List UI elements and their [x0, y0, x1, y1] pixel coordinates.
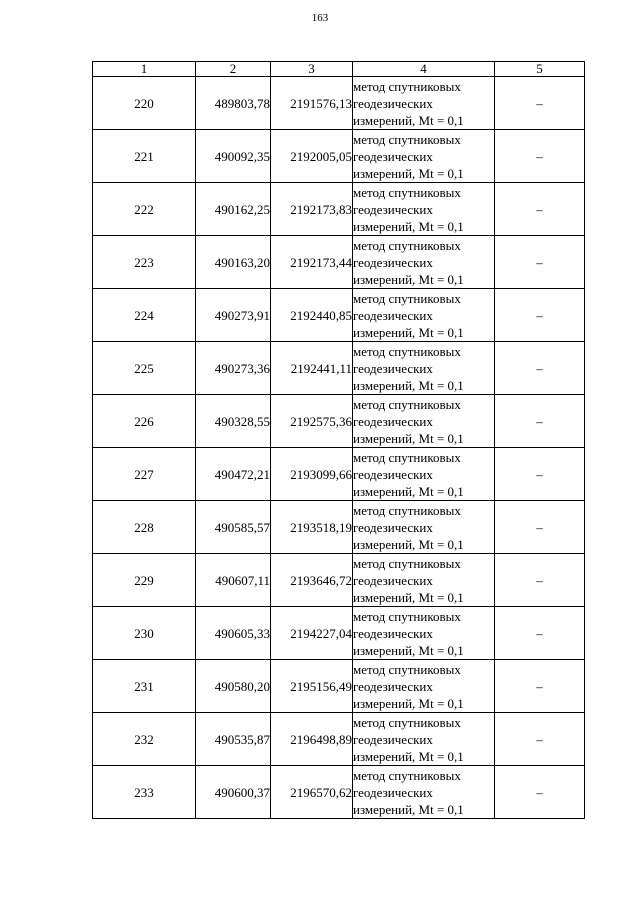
x-coordinate-cell: 490273,91	[196, 289, 271, 342]
method-text-line: геодезических	[353, 784, 433, 800]
method-text-line: геодезических	[353, 466, 433, 482]
y-coordinate-cell: 2194227,04	[271, 607, 353, 660]
point-number-cell: 220	[93, 77, 196, 130]
method-text-line: геодезических	[353, 731, 433, 747]
y-coordinate-cell: 2192173,44	[271, 236, 353, 289]
note-cell: –	[495, 448, 585, 501]
method-text-line: метод спутниковых	[353, 767, 461, 783]
table-row	[93, 183, 585, 236]
method-text-line: измерений, Mt = 0,1	[353, 748, 464, 764]
y-coordinate-cell: 2195156,49	[271, 660, 353, 713]
method-text-line: метод спутниковых	[353, 661, 461, 677]
method-text-line: геодезических	[353, 307, 433, 323]
method-cell	[353, 713, 495, 766]
y-coordinate-cell: 2193646,72	[271, 554, 353, 607]
method-cell	[353, 501, 495, 554]
method-text-line: измерений, Mt = 0,1	[353, 271, 464, 287]
method-text-line: метод спутниковых	[353, 343, 461, 359]
method-cell	[353, 554, 495, 607]
method-text-line: метод спутниковых	[353, 502, 461, 518]
y-coordinate-cell: 2192005,05	[271, 130, 353, 183]
method-text-line: метод спутниковых	[353, 78, 461, 94]
table-row	[93, 289, 585, 342]
page-number: 163	[311, 12, 329, 24]
method-cell	[353, 130, 495, 183]
y-coordinate-cell: 2192173,83	[271, 183, 353, 236]
point-number-cell: 225	[93, 342, 196, 395]
note-cell: –	[495, 713, 585, 766]
method-text-line: метод спутниковых	[353, 396, 461, 412]
method-text-line: измерений, Mt = 0,1	[353, 112, 464, 128]
x-coordinate-cell: 490600,37	[196, 766, 271, 819]
header-col-3: 3	[271, 62, 353, 77]
method-cell	[353, 766, 495, 819]
method-cell	[353, 395, 495, 448]
method-text-line: геодезических	[353, 625, 433, 641]
method-cell	[353, 660, 495, 713]
table-row	[93, 607, 585, 660]
y-coordinate-cell: 2191576,13	[271, 77, 353, 130]
point-number-cell: 223	[93, 236, 196, 289]
method-text-line: метод спутниковых	[353, 131, 461, 147]
method-cell	[353, 342, 495, 395]
table-row	[93, 766, 585, 819]
method-text-line: измерений, Mt = 0,1	[353, 430, 464, 446]
x-coordinate-cell: 490328,55	[196, 395, 271, 448]
table-row	[93, 448, 585, 501]
y-coordinate-cell: 2193518,19	[271, 501, 353, 554]
method-text-line: метод спутниковых	[353, 184, 461, 200]
method-text-line: измерений, Mt = 0,1	[353, 483, 464, 499]
coordinates-table	[92, 61, 585, 819]
method-text-line: измерений, Mt = 0,1	[353, 377, 464, 393]
x-coordinate-cell: 490580,20	[196, 660, 271, 713]
method-text-line: геодезических	[353, 148, 433, 164]
method-text-line: геодезических	[353, 572, 433, 588]
point-number-cell: 233	[93, 766, 196, 819]
method-text-line: метод спутниковых	[353, 237, 461, 253]
x-coordinate-cell: 490092,35	[196, 130, 271, 183]
x-coordinate-cell: 490535,87	[196, 713, 271, 766]
x-coordinate-cell: 490163,20	[196, 236, 271, 289]
note-cell: –	[495, 501, 585, 554]
point-number-cell: 229	[93, 554, 196, 607]
method-text-line: геодезических	[353, 201, 433, 217]
method-text-line: измерений, Mt = 0,1	[353, 801, 464, 817]
method-text-line: геодезических	[353, 678, 433, 694]
header-col-1: 1	[93, 62, 196, 77]
method-cell	[353, 289, 495, 342]
method-text-line: метод спутниковых	[353, 449, 461, 465]
method-cell	[353, 183, 495, 236]
x-coordinate-cell: 490162,25	[196, 183, 271, 236]
point-number-cell: 222	[93, 183, 196, 236]
table-row	[93, 395, 585, 448]
method-text-line: геодезических	[353, 254, 433, 270]
table-header-row	[93, 62, 585, 77]
method-text-line: геодезических	[353, 95, 433, 111]
y-coordinate-cell: 2196498,89	[271, 713, 353, 766]
method-text-line: метод спутниковых	[353, 608, 461, 624]
note-cell: –	[495, 77, 585, 130]
y-coordinate-cell: 2196570,62	[271, 766, 353, 819]
note-cell: –	[495, 395, 585, 448]
point-number-cell: 221	[93, 130, 196, 183]
method-cell	[353, 448, 495, 501]
note-cell: –	[495, 607, 585, 660]
method-cell	[353, 236, 495, 289]
method-text-line: геодезических	[353, 360, 433, 376]
y-coordinate-cell: 2193099,66	[271, 448, 353, 501]
method-cell	[353, 77, 495, 130]
method-cell	[353, 607, 495, 660]
point-number-cell: 227	[93, 448, 196, 501]
method-text-line: измерений, Mt = 0,1	[353, 165, 464, 181]
note-cell: –	[495, 660, 585, 713]
method-text-line: метод спутниковых	[353, 555, 461, 571]
note-cell: –	[495, 236, 585, 289]
note-cell: –	[495, 289, 585, 342]
x-coordinate-cell: 490585,57	[196, 501, 271, 554]
x-coordinate-cell: 490605,33	[196, 607, 271, 660]
table-row	[93, 660, 585, 713]
x-coordinate-cell: 489803,78	[196, 77, 271, 130]
header-col-5: 5	[495, 62, 585, 77]
method-text-line: измерений, Mt = 0,1	[353, 536, 464, 552]
table-row	[93, 342, 585, 395]
method-text-line: метод спутниковых	[353, 714, 461, 730]
y-coordinate-cell: 2192441,11	[271, 342, 353, 395]
method-text-line: геодезических	[353, 519, 433, 535]
method-text-line: измерений, Mt = 0,1	[353, 642, 464, 658]
note-cell: –	[495, 766, 585, 819]
table-body	[93, 77, 585, 819]
point-number-cell: 230	[93, 607, 196, 660]
y-coordinate-cell: 2192440,85	[271, 289, 353, 342]
y-coordinate-cell: 2192575,36	[271, 395, 353, 448]
x-coordinate-cell: 490273,36	[196, 342, 271, 395]
x-coordinate-cell: 490607,11	[196, 554, 271, 607]
note-cell: –	[495, 130, 585, 183]
method-text-line: геодезических	[353, 413, 433, 429]
note-cell: –	[495, 342, 585, 395]
method-text-line: измерений, Mt = 0,1	[353, 324, 464, 340]
method-text-line: метод спутниковых	[353, 290, 461, 306]
table-row	[93, 130, 585, 183]
table-row	[93, 554, 585, 607]
table-row	[93, 77, 585, 130]
point-number-cell: 228	[93, 501, 196, 554]
header-col-2: 2	[196, 62, 271, 77]
table-row	[93, 713, 585, 766]
method-text-line: измерений, Mt = 0,1	[353, 589, 464, 605]
header-col-4: 4	[353, 62, 495, 77]
table-row	[93, 501, 585, 554]
method-text-line: измерений, Mt = 0,1	[353, 218, 464, 234]
note-cell: –	[495, 183, 585, 236]
point-number-cell: 224	[93, 289, 196, 342]
point-number-cell: 226	[93, 395, 196, 448]
point-number-cell: 231	[93, 660, 196, 713]
method-text-line: измерений, Mt = 0,1	[353, 695, 464, 711]
note-cell: –	[495, 554, 585, 607]
x-coordinate-cell: 490472,21	[196, 448, 271, 501]
point-number-cell: 232	[93, 713, 196, 766]
table-row	[93, 236, 585, 289]
